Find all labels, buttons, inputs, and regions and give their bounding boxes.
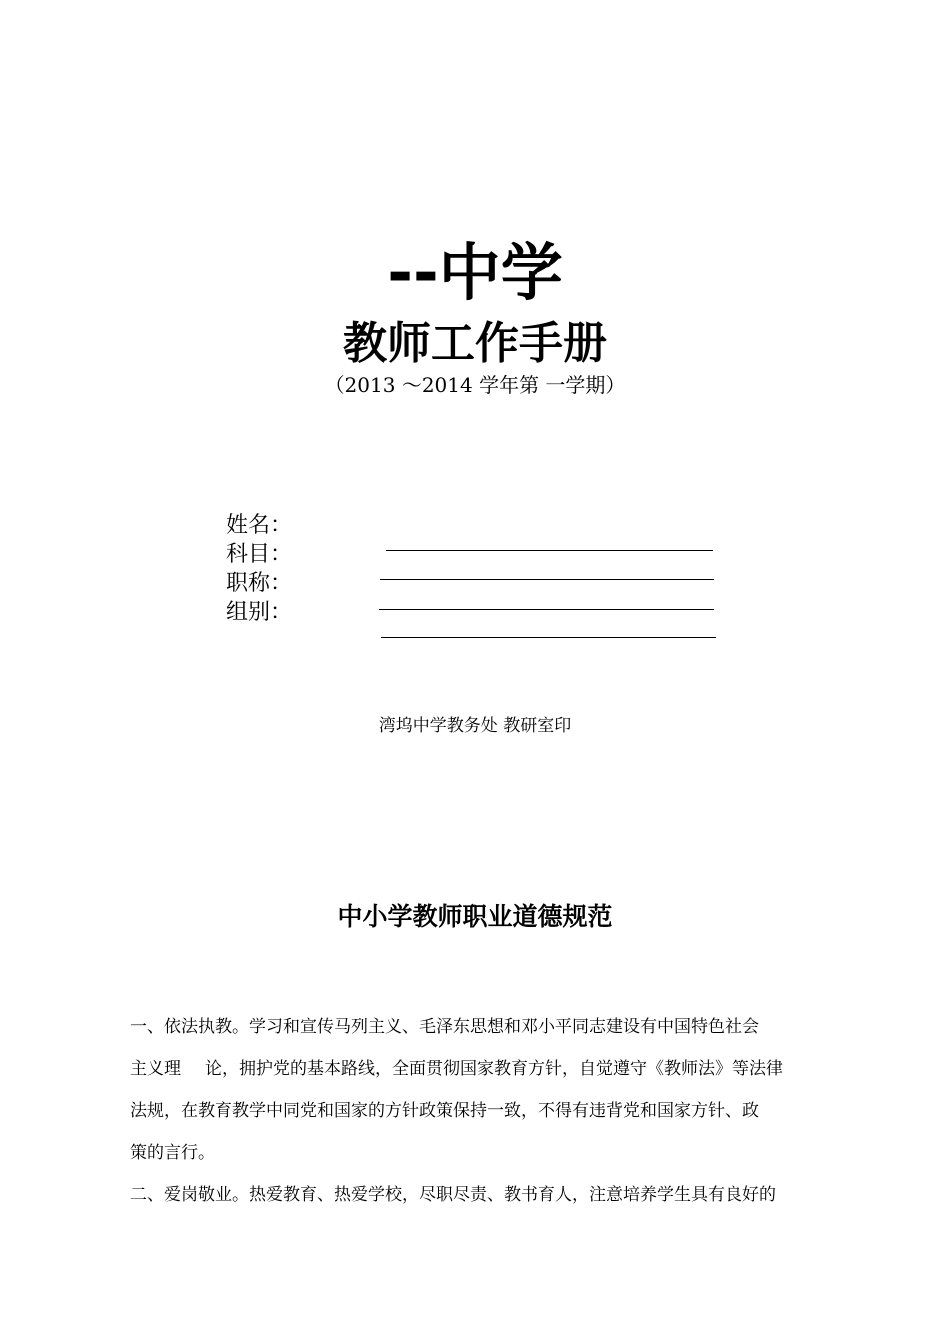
body-line: 策的言行。 (130, 1143, 215, 1163)
term-label: （2013 ～2014 学年第 一学期） (324, 373, 626, 397)
subject-blank-line (380, 579, 714, 580)
group-blank-line (381, 637, 716, 638)
title-rank-blank-line (379, 609, 714, 610)
body-line: 法规，在教育教学中同党和国家的方针政策保持一致，不得有违背党和国家方针、政 (130, 1101, 759, 1121)
name-label: 姓名： (226, 513, 293, 538)
handbook-title: 教师工作手册 (343, 318, 607, 369)
body-line (130, 1057, 822, 1081)
code-title: 中小学教师职业道德规范 (337, 902, 613, 931)
name-blank-line (386, 550, 713, 551)
body-line: 一、依法执教。学习和宣传马列主义、毛泽东思想和邓小平同志建设有中国特色社会 (130, 1017, 759, 1037)
body-line-part: 主义理 (130, 1059, 181, 1079)
subject-label: 科目： (226, 542, 293, 567)
school-title: --中学 (387, 236, 563, 309)
group-label: 组别： (226, 600, 293, 625)
body-line: 二、爱岗敬业。热爱教育、热爱学校，尽职尽责、教书育人，注意培养学生具有良好的 (130, 1185, 776, 1205)
office-stamp-text: 湾坞中学教务处 教研室印 (378, 716, 572, 736)
title-rank-label: 职称： (226, 571, 293, 596)
body-line-part: 论，拥护党的基本路线，全面贯彻国家教育方针，自觉遵守《教师法》等法律 (205, 1059, 783, 1079)
